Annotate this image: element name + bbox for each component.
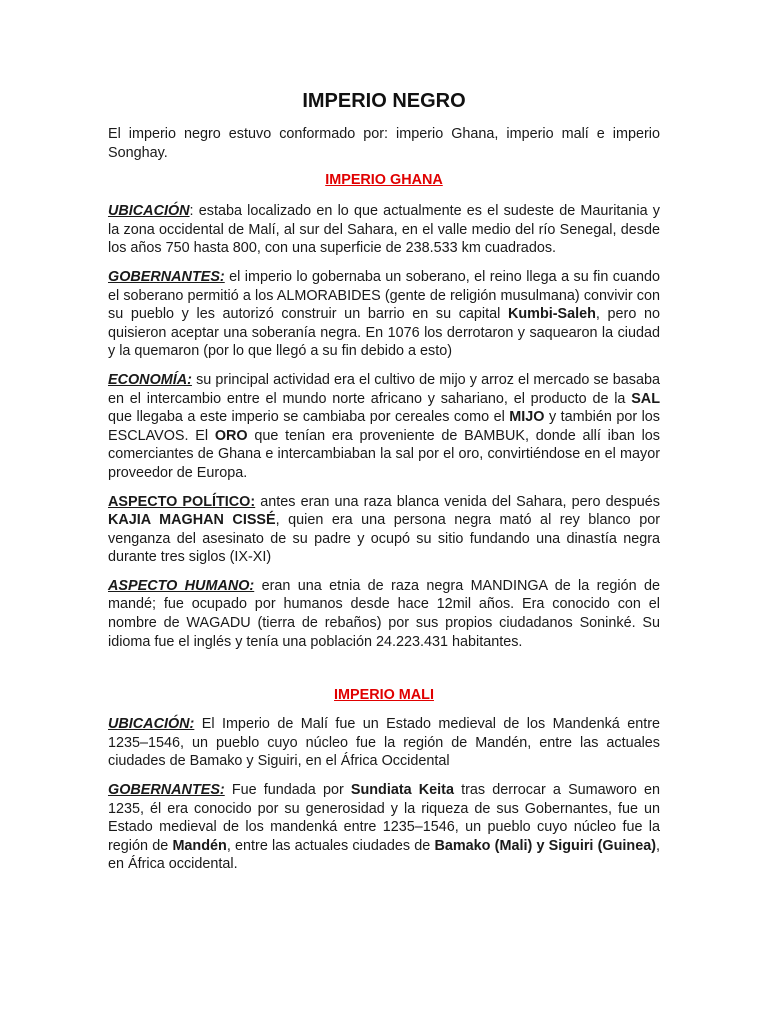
ghana-politico-label: ASPECTO POLÍTICO:	[108, 493, 256, 510]
ghana-gobernantes-label: GOBERNANTES:	[108, 268, 225, 285]
ghana-gobernantes-capital: Kumbi-Saleh	[507, 306, 596, 323]
ghana-economia-oro: ORO	[214, 427, 248, 444]
mali-gobernantes-region: Mandén	[172, 837, 227, 854]
mali-gobernantes-founder: Sundiata Keita	[350, 782, 454, 799]
section-heading-mali: IMPERIO MALI	[334, 687, 434, 704]
ghana-economia-text-1: su principal actividad era el cultivo de mijo y arroz el mercado se basaba en el intercambio entre el mundo norte africano y sahariano, el producto de la	[108, 371, 660, 407]
section-heading-ghana: IMPERIO GHANA	[325, 172, 443, 189]
mali-ubicacion-paragraph	[108, 715, 660, 771]
ghana-economia-paragraph	[108, 371, 660, 483]
ghana-gobernantes-paragraph	[108, 268, 660, 361]
mali-ubicacion-label: UBICACIÓN:	[108, 716, 195, 733]
document-title: IMPERIO NEGRO	[302, 90, 466, 112]
ghana-humano-paragraph	[108, 577, 660, 651]
mali-gobernantes-text-4: , en África occidental.	[108, 837, 660, 873]
ghana-economia-sal: SAL	[631, 390, 660, 407]
ghana-gobernantes-text-2: , pero no quisieron aceptar una soberanía negra. En 1076 los derrotaron y saquearon la ciudad y la quemaron (por lo que llegó a su fin debido a esto)	[108, 306, 660, 360]
ghana-economia-text-2: que llegaba a este imperio se cambiaba por cereales como el	[108, 409, 510, 426]
ghana-humano-text: eran una etnia de raza negra MANDINGA de la región de mandé; fue ocupado por humanos desde hace 12mil años. Era conocido con el nombre de WAGADU (tierra de rebaños) por sus propios ciudadanos Soninké. Su idioma fue el inglés y tenía una población 24.223.431 habitantes.	[108, 577, 660, 650]
ghana-politico-ruler: KAJIA MAGHAN CISSÉ	[108, 512, 276, 529]
intro-paragraph: El imperio negro estuvo conformado por: imperio Ghana, imperio malí e imperio Songhay.	[108, 126, 660, 161]
mali-gobernantes-label: GOBERNANTES:	[108, 782, 225, 799]
mali-gobernantes-text-1: Fue fundada por	[224, 782, 351, 799]
ghana-politico-text-1: antes eran una raza blanca venida del Sahara, pero después	[255, 493, 660, 510]
mali-gobernantes-paragraph	[108, 781, 660, 874]
ghana-gobernantes-text-1: el imperio lo gobernaba un soberano, el reino llega a su fin cuando el soberano permitió a los ALMORABIDES (gente de religión musulmana) convivir con su pueblo y les autorizó construir un barrio en su capital	[108, 268, 660, 323]
ghana-ubicacion-label: UBICACIÓN	[108, 203, 190, 220]
mali-gobernantes-cities: Bamako (Mali) y Siguiri (Guinea)	[434, 837, 656, 854]
ghana-ubicacion-paragraph	[108, 202, 660, 258]
ghana-economia-mijo: MIJO	[509, 409, 545, 426]
mali-ubicacion-text: El Imperio de Malí fue un Estado medieval de los Mandenká entre 1235–1546, un pueblo cuyo núcleo fue la región de Mandén, entre las actuales ciudades de Bamako y Siguiri, en el África Occidental	[108, 716, 660, 770]
mali-gobernantes-text-2: tras derrocar a Sumaworo en 1235, él era conocido por su generosidad y la riqueza de sus Gobernantes, fue un Estado medieval de los mandenká entre 1235–1546, un pueblo cuyo núcleo fue la región de	[108, 782, 660, 854]
ghana-politico-paragraph	[108, 493, 660, 567]
mali-gobernantes-text-3: , entre las actuales ciudades de	[226, 837, 435, 854]
ghana-economia-text-4: que tenían era proveniente de BAMBUK, donde allí iban los comerciantes de Ghana e intercambiaban la sal por el oro, convirtiéndose en el mayor proveedor de Europa.	[108, 427, 660, 481]
ghana-ubicacion-text: : estaba localizado en lo que actualmente es el sudeste de Mauritania y la zona occidental de Malí, al sur del Sahara, en el valle medio del río Senegal, desde los años 750 hasta 800, con una superficie de 238.533 km cuadrados.	[108, 203, 660, 257]
ghana-economia-text-3: y también por los ESCLAVOS. El	[108, 409, 660, 444]
ghana-economia-label: ECONOMÍA:	[108, 371, 192, 388]
ghana-humano-label: ASPECTO HUMANO:	[108, 577, 255, 594]
ghana-politico-text-2: , quien era una persona negra mató al rey blanco por venganza del asesinato de su padre y ocupó su sitio fundando una dinastía negra durante tres siglos (IX-XI)	[108, 512, 661, 566]
